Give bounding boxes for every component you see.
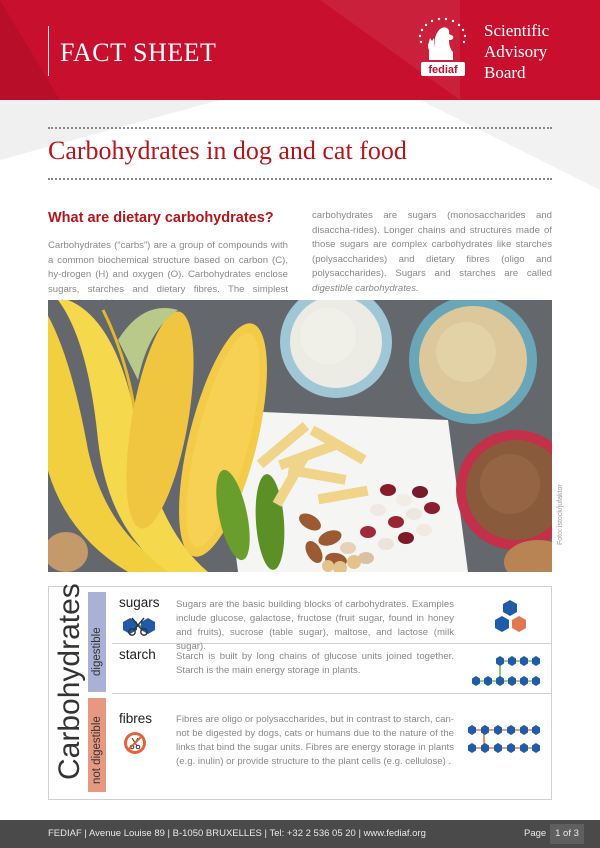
intro-paragraph-col2 (312, 209, 552, 296)
row-desc-fibres: Fibres are oligo or polysaccharides, but in contrast to starch, can-not be digested by dogs, cats or humans due to the nature of the links that bind the sugar units. Fibres are energy storage in plants (e.g. inulin) or provide structure to the plant cells (e.g. cellulose) . (176, 714, 454, 767)
header-facet (0, 0, 60, 100)
row-label-sugars: sugars (119, 595, 160, 610)
monosaccharide-molecule-icon (492, 598, 528, 634)
section-heading: What are dietary carbohydrates? (48, 210, 274, 226)
board-title (484, 20, 549, 83)
starch-chain-icon (470, 653, 542, 691)
photo-credit: Foto: istock/jufaktor (557, 484, 564, 545)
board-line: Board (484, 63, 526, 82)
fediaf-logo (413, 16, 473, 80)
not-digestible-label: not digestible (91, 716, 103, 784)
header-banner (0, 0, 600, 100)
footer-bar (0, 820, 600, 848)
intro-text: carbohydrates are sugars (monosaccharides and disaccha-rides). Longer chains and structures made of those sugars are complex carbohydrates like starches (polysaccharides) and dietary fibres (oligo and polysaccharides). Sugars and starches are called (312, 210, 552, 279)
fibre-chain-icon (466, 720, 542, 758)
logo-text: fediaf (428, 64, 458, 76)
table-title: Carbohydrates (53, 583, 86, 780)
grey-facet (420, 100, 600, 190)
header-divider (48, 26, 49, 76)
dog-silhouette-icon (435, 27, 454, 60)
board-line: Advisory (484, 42, 548, 61)
dotted-divider (48, 178, 552, 180)
footer-page-label: Page (524, 828, 547, 839)
intro-paragraph-col1: Carbohydrates (“carbs”) are a group of compounds with a common biochemical structure based on carbon (C), hy-drogen (H) and oxygen (O). Carbohydrates enclose sugars, starches and dietary fibres. The simplest (48, 240, 288, 295)
footer-address: FEDIAF | Avenue Louise 89 | B-1050 BRUXELLES | Tel: +32 2 536 05 20 | www.fediaf.org (48, 828, 426, 839)
carbohydrate-foods-photo (48, 300, 552, 572)
intro-italic-text: digestible carbohydrates. (312, 282, 419, 294)
row-label-fibres: fibres (119, 711, 153, 726)
scissors-icon (127, 615, 149, 637)
footer-page-number: 1 of 3 (550, 824, 584, 844)
no-digestion-icon (122, 730, 148, 756)
board-line: Scientific (484, 21, 550, 40)
digestible-label: digestible (91, 627, 103, 676)
row-desc-sugars: Sugars are the basic building blocks of carbohydrates. Examples include glucose, galactose, fructose (fruit sugar, found in honey and fruits), sucrose (table sugar), maltose, and lactose (milk sugar). (176, 599, 454, 652)
dotted-divider (48, 127, 552, 129)
row-label-starch: starch (119, 647, 156, 662)
fact-sheet-title: FACT SHEET (60, 38, 217, 67)
page-title: Carbohydrates in dog and cat food (48, 136, 407, 165)
row-desc-starch: Starch is built by long chains of glucose units joined together. Starch is the main energy storage in plants. (176, 651, 454, 676)
row-divider (112, 693, 552, 694)
